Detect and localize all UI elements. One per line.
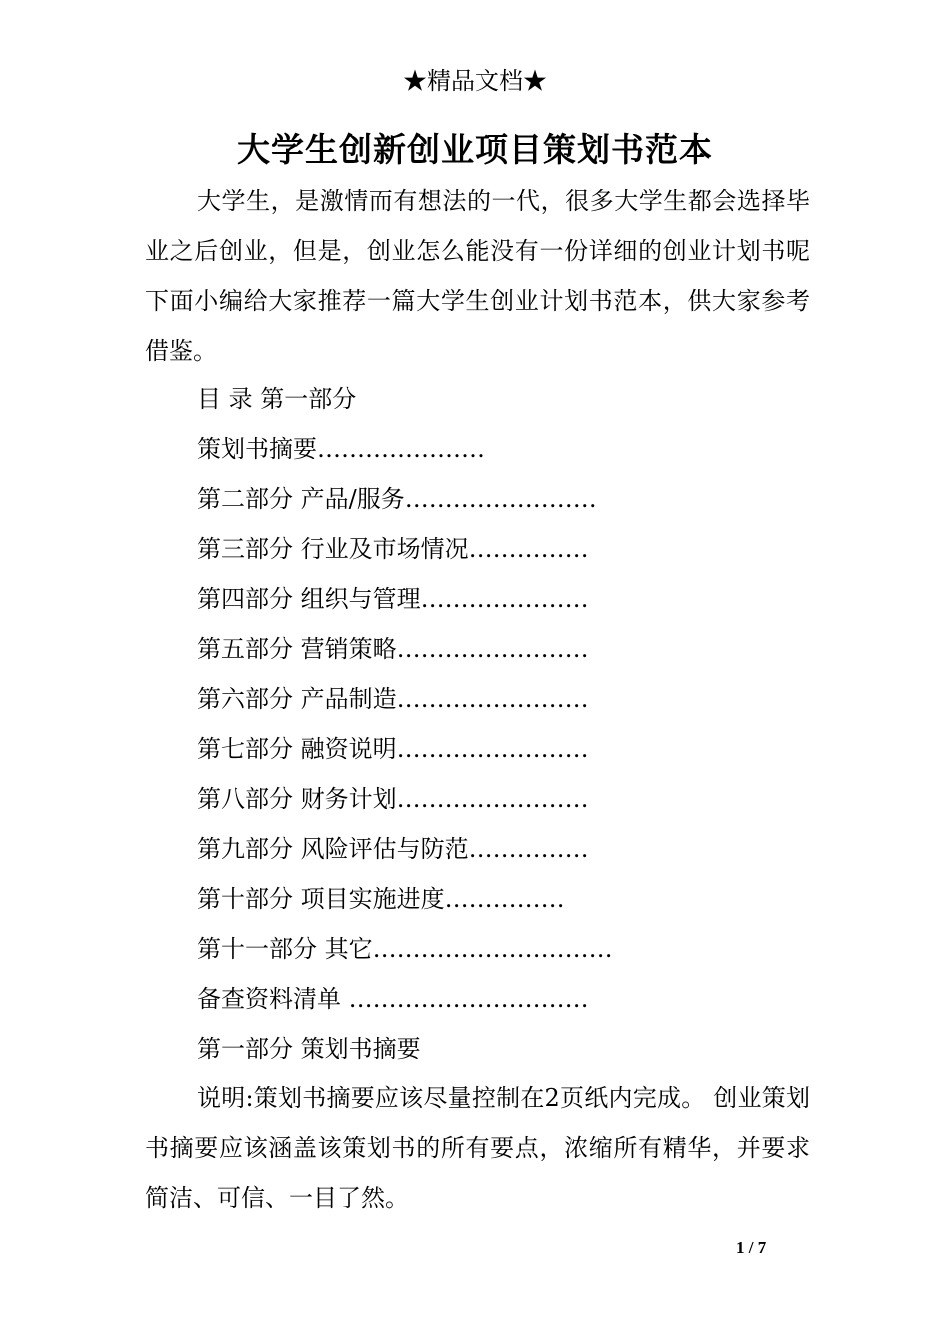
toc-item: 第十部分 项目实施进度…………… [197,885,565,913]
toc-item: 第九部分 风险评估与防范…………… [197,835,589,863]
page-number: 1 / 7 [736,1238,767,1257]
section-heading: 第一部分 策划书摘要 [197,1035,421,1063]
summary-note-paragraph: 说明:策划书摘要应该尽量控制在2页纸内完成。 创业策划书摘要应该涵盖该策划书的所有要点，浓缩所有精华，并要求简洁、可信、一目了然。 [145,1084,810,1212]
toc-item: 策划书摘要………………… [197,435,485,463]
document-title: 大学生创新创业项目策划书范本 [237,130,713,169]
toc-item: 第五部分 营销策略…………………… [197,635,589,663]
document-header-mark: ★精品文档★ [403,67,547,95]
toc-item: 第十一部分 其它………………………… [197,935,613,963]
toc-item: 第四部分 组织与管理………………… [197,585,589,613]
toc-item: 目 录 第一部分 [197,385,357,413]
toc-item: 第二部分 产品/服务…………………… [197,485,597,513]
toc-item: 备查资料清单 ………………………… [197,985,589,1013]
toc-item: 第三部分 行业及市场情况…………… [197,535,589,563]
toc-item: 第八部分 财务计划…………………… [197,785,589,813]
toc-item: 第七部分 融资说明…………………… [197,735,589,763]
table-of-contents [197,374,817,1074]
toc-item: 第六部分 产品制造…………………… [197,685,589,713]
intro-paragraph: 大学生，是激情而有想法的一代，很多大学生都会选择毕业之后创业，但是，创业怎么能没有一份详细的创业计划书呢下面小编给大家推荐一篇大学生创业计划书范本，供大家参考借鉴。 [145,187,810,365]
